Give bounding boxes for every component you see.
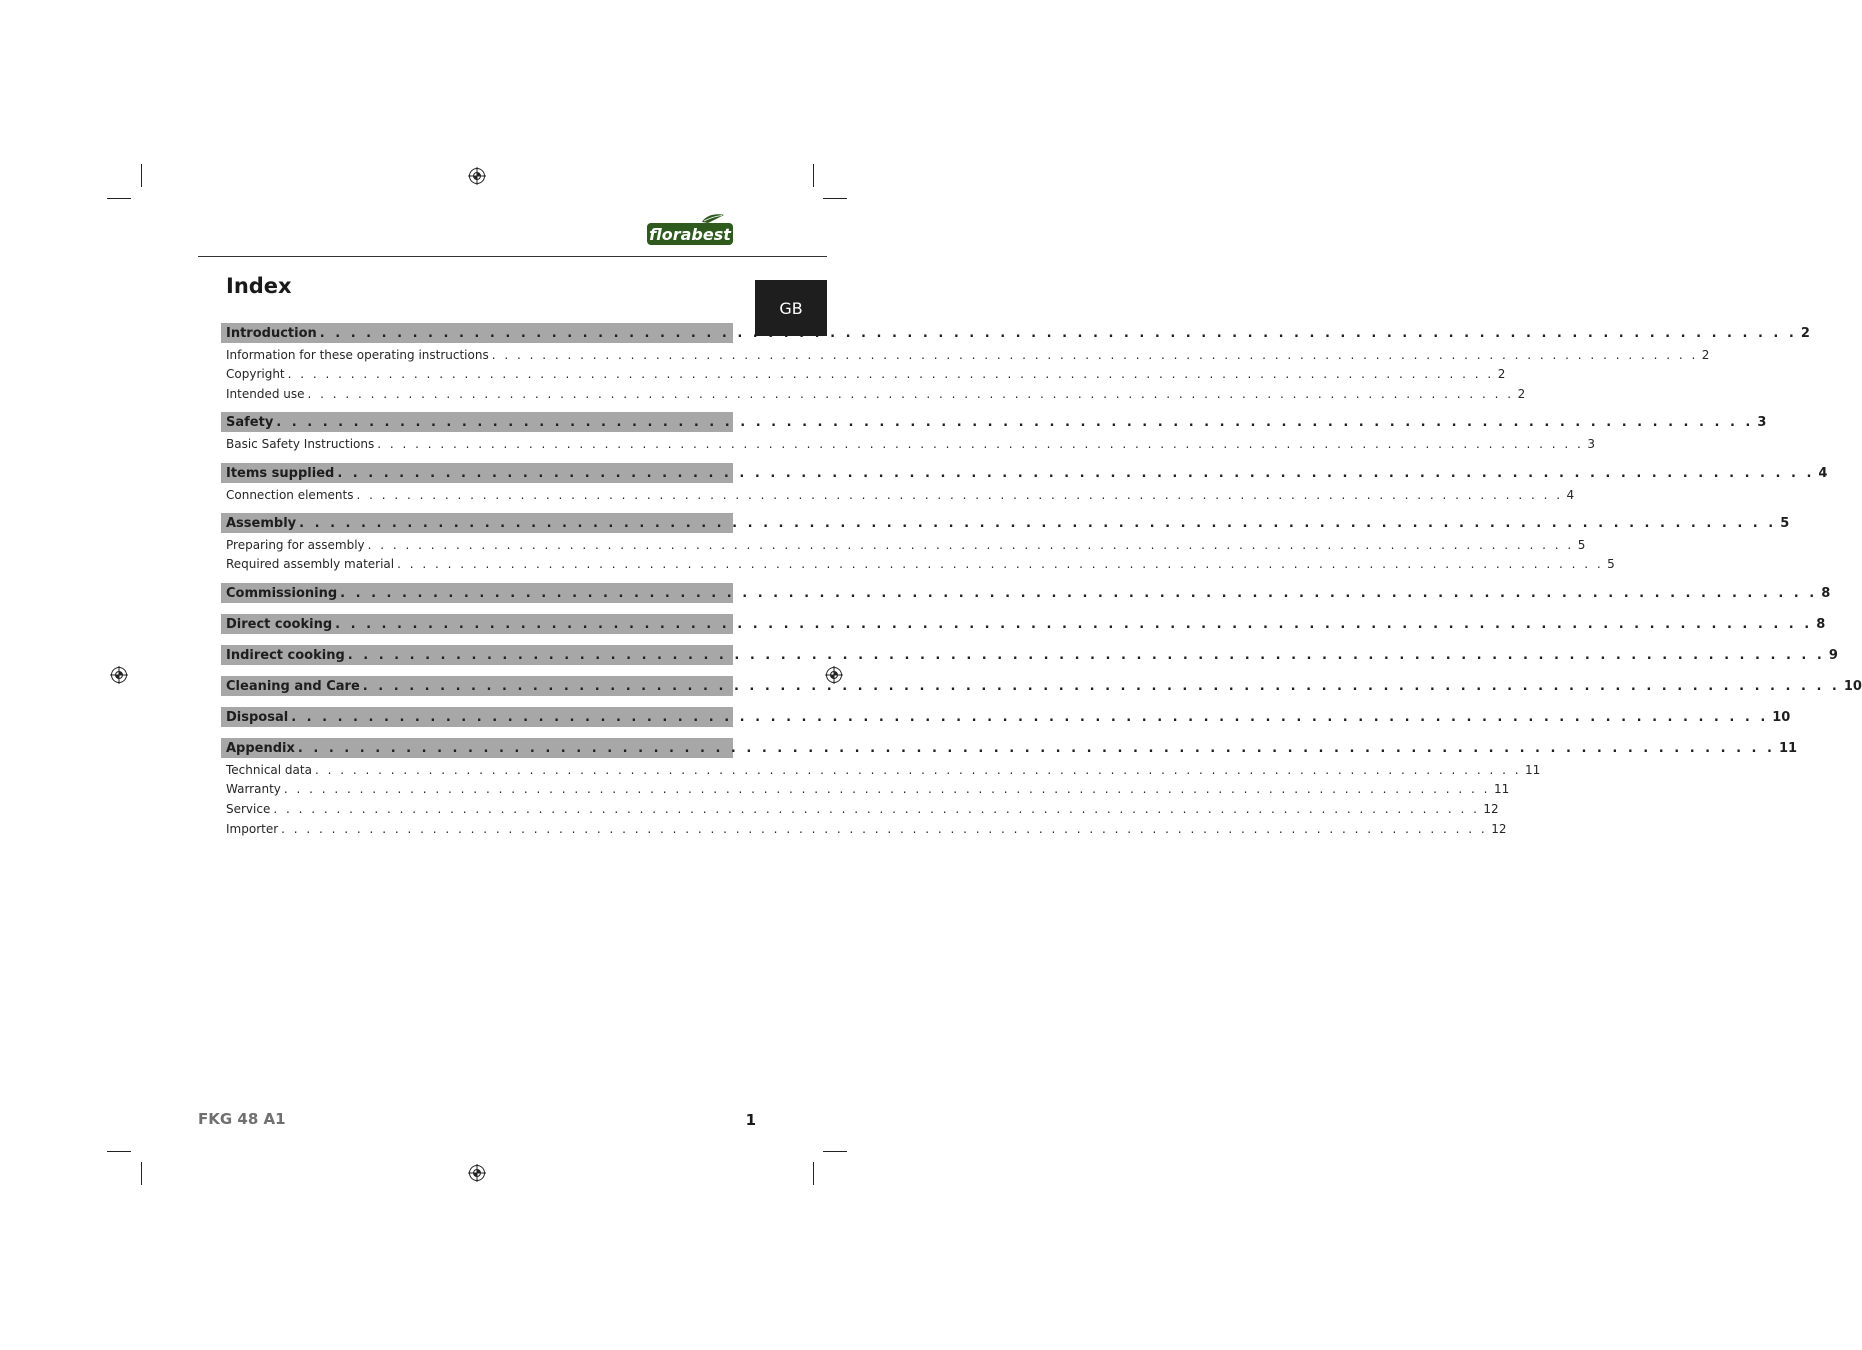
dot-leader: . . . . . . . . . . . . . . . . . . . . . . . . . . . . . . . . . . . . . . . . . . . . . . . . . . . . . . . . . . . . . . . . . . . . . . . . . . . . . . . . . . . . . . . . . . . . . . . .	[356, 487, 1563, 502]
toc-section-page: 10	[1772, 709, 1791, 725]
toc-entry-page: 4	[1566, 487, 1575, 502]
toc-entry[interactable]	[221, 819, 1507, 838]
toc-section-page: 3	[1757, 414, 1767, 430]
crop-mark	[107, 1151, 131, 1152]
crop-mark	[141, 1162, 142, 1185]
dot-leader: . . . . . . . . . . . . . . . . . . . . . . . . . . . . . . . . . . . . . . . . . . . . . . . . . . . . . . . . . . . . . . . . . . . . . . . . . . . . . . . . . . . . . . . . . . . . . . . .	[340, 585, 1818, 601]
toc-section[interactable]	[221, 583, 1831, 603]
toc-entry-page: 3	[1587, 436, 1595, 451]
dot-leader: . . . . . . . . . . . . . . . . . . . . . . . . . . . . . . . . . . . . . . . . . . . . . . . . . . . . . . . . . . . . . . . . . . . . . . . . . . . . . . . . . . . . . . . . . . . . . . . .	[491, 347, 1698, 362]
brand-name: florabest	[649, 225, 731, 244]
page-title: Index	[226, 274, 292, 298]
crop-mark	[141, 164, 142, 187]
toc-section[interactable]	[221, 645, 1838, 665]
toc-entry[interactable]	[221, 434, 1595, 453]
toc-entry[interactable]	[221, 345, 1710, 364]
toc-entry[interactable]	[221, 365, 1506, 384]
toc-section-title: Direct cooking	[226, 616, 333, 632]
dot-leader: . . . . . . . . . . . . . . . . . . . . . . . . . . . . . . . . . . . . . . . . . . . . . . . . . . . . . . . . . . . . . . . . . . . . . . . . . . . . . . . . . . . . . . . . . . . . . . . .	[314, 762, 1522, 777]
toc-section-page: 11	[1778, 740, 1798, 756]
toc-section[interactable]	[221, 676, 1862, 696]
toc-entry[interactable]	[221, 760, 1541, 779]
toc-entry[interactable]	[221, 780, 1510, 799]
toc-entry-title: Information for these operating instructions	[226, 347, 489, 362]
page-number: 1	[745, 1111, 756, 1129]
toc-section-title: Commissioning	[226, 585, 338, 601]
toc-entry-title: Preparing for assembly	[226, 537, 365, 552]
toc-entry-page: 2	[1497, 367, 1506, 382]
dot-leader: . . . . . . . . . . . . . . . . . . . . . . . . . . . . . . . . . . . . . . . . . . . . . . . . . . . . . . . . . . . . . . . . . . . . . . . . . . . . . . . . . . . . . . . . . . . . . . . .	[337, 465, 1815, 481]
registration-mark-icon	[468, 167, 486, 185]
toc-entry-title: Copyright	[226, 367, 285, 382]
toc-entry-page: 11	[1493, 782, 1510, 797]
toc-entry[interactable]	[221, 535, 1586, 554]
dot-leader: . . . . . . . . . . . . . . . . . . . . . . . . . . . . . . . . . . . . . . . . . . . . . . . . . . . . . . . . . . . . . . . . . . . . . . . . . . . . . . . . . . . . . . . . . . . . . . . .	[291, 709, 1769, 725]
toc-entry-page: 5	[1607, 557, 1615, 572]
toc-entry[interactable]	[221, 799, 1499, 818]
dot-leader: . . . . . . . . . . . . . . . . . . . . . . . . . . . . . . . . . . . . . . . . . . . . . . . . . . . . . . . . . . . . . . . . . . . . . . . . . . . . . . . . . . . . . . . . . . . . . . . .	[397, 557, 1604, 572]
dot-leader: . . . . . . . . . . . . . . . . . . . . . . . . . . . . . . . . . . . . . . . . . . . . . . . . . . . . . . . . . . . . . . . . . . . . . . . . . . . . . . . . . . . . . . . . . . . . . . . .	[307, 386, 1514, 401]
toc-section-page: 2	[1800, 325, 1810, 341]
dot-leader: . . . . . . . . . . . . . . . . . . . . . . . . . . . . . . . . . . . . . . . . . . . . . . . . . . . . . . . . . . . . . . . . . . . . . . . . . . . . . . . . . . . . . . . . . . . . . . . .	[347, 647, 1825, 663]
toc-section-title: Appendix	[226, 740, 295, 756]
toc-section[interactable]	[221, 707, 1791, 727]
dot-leader: . . . . . . . . . . . . . . . . . . . . . . . . . . . . . . . . . . . . . . . . . . . . . . . . . . . . . . . . . . . . . . . . . . . . . . . . . . . . . . . . . . . . . . . . . . . . . . . .	[299, 515, 1777, 531]
crop-mark	[823, 1151, 847, 1152]
toc-entry-page: 12	[1483, 801, 1499, 816]
toc-entry[interactable]	[221, 384, 1526, 403]
model-number: FKG 48 A1	[198, 1110, 286, 1128]
toc-section-page: 8	[1821, 585, 1831, 601]
toc-entry-page: 2	[1701, 347, 1710, 362]
toc-entry-title: Importer	[226, 821, 279, 836]
dot-leader: . . . . . . . . . . . . . . . . . . . . . . . . . . . . . . . . . . . . . . . . . . . . . . . . . . . . . . . . . . . . . . . . . . . . . . . . . . . . . . . . . . . . . . . . . . . . . . . .	[367, 537, 1574, 552]
dot-leader: . . . . . . . . . . . . . . . . . . . . . . . . . . . . . . . . . . . . . . . . . . . . . . . . . . . . . . . . . . . . . . . . . . . . . . . . . . . . . . . . . . . . . . . . . . . . . . . .	[335, 616, 1813, 632]
toc-entry-page: 5	[1577, 537, 1586, 552]
dot-leader: . . . . . . . . . . . . . . . . . . . . . . . . . . . . . . . . . . . . . . . . . . . . . . . . . . . . . . . . . . . . . . . . . . . . . . . . . . . . . . . . . . . . . . . . . . . . . . . .	[377, 436, 1584, 451]
toc-entry-title: Service	[226, 801, 271, 816]
toc-entry-title: Connection elements	[226, 487, 354, 502]
toc-section-page: 8	[1816, 616, 1826, 632]
toc-section-title: Disposal	[226, 709, 289, 725]
dot-leader: . . . . . . . . . . . . . . . . . . . . . . . . . . . . . . . . . . . . . . . . . . . . . . . . . . . . . . . . . . . . . . . . . . . . . . . . . . . . . . . . . . . . . . . . . . . . . . . .	[276, 414, 1754, 430]
toc-entry-page: 11	[1525, 762, 1541, 777]
dot-leader: . . . . . . . . . . . . . . . . . . . . . . . . . . . . . . . . . . . . . . . . . . . . . . . . . . . . . . . . . . . . . . . . . . . . . . . . . . . . . . . . . . . . . . . . . . . . . . . .	[297, 740, 1775, 756]
toc-entry[interactable]	[221, 485, 1575, 504]
toc-entry-page: 12	[1491, 821, 1507, 836]
toc-section[interactable]	[221, 614, 1826, 634]
toc-entry-title: Basic Safety Instructions	[226, 436, 375, 451]
toc-entry-title: Required assembly material	[226, 557, 395, 572]
toc-section-title: Assembly	[226, 515, 297, 531]
toc-entry-title: Technical data	[226, 762, 312, 777]
toc-section-title: Cleaning and Care	[226, 678, 360, 694]
registration-mark-icon	[110, 666, 128, 684]
crop-mark	[107, 198, 131, 199]
toc-section[interactable]	[221, 738, 1798, 758]
toc-section-page: 5	[1780, 515, 1790, 531]
toc-section-title: Introduction	[226, 325, 317, 341]
toc-section[interactable]	[221, 463, 1828, 483]
dot-leader: . . . . . . . . . . . . . . . . . . . . . . . . . . . . . . . . . . . . . . . . . . . . . . . . . . . . . . . . . . . . . . . . . . . . . . . . . . . . . . . . . . . . . . . . . . . . . . . .	[287, 367, 1494, 382]
brand-logo	[646, 212, 734, 248]
dot-leader: . . . . . . . . . . . . . . . . . . . . . . . . . . . . . . . . . . . . . . . . . . . . . . . . . . . . . . . . . . . . . . . . . . . . . . . . . . . . . . . . . . . . . . . . . . . . . . . .	[273, 801, 1480, 816]
dot-leader: . . . . . . . . . . . . . . . . . . . . . . . . . . . . . . . . . . . . . . . . . . . . . . . . . . . . . . . . . . . . . . . . . . . . . . . . . . . . . . . . . . . . . . . . . . . . . . . .	[283, 782, 1490, 797]
crop-mark	[813, 1162, 814, 1185]
toc-section[interactable]	[221, 513, 1790, 533]
registration-mark-icon	[468, 1164, 486, 1182]
toc-section-title: Safety	[226, 414, 274, 430]
dot-leader: . . . . . . . . . . . . . . . . . . . . . . . . . . . . . . . . . . . . . . . . . . . . . . . . . . . . . . . . . . . . . . . . . . . . . . . . . . . . . . . . . . . . . . . . . . . . . . . .	[281, 821, 1488, 836]
crop-mark	[823, 198, 847, 199]
dot-leader: . . . . . . . . . . . . . . . . . . . . . . . . . . . . . . . . . . . . . . . . . . . . . . . . . . . . . . . . . . . . . . . . . . . . . . . . . . . . . . . . . . . . . . . . . . . . . . . .	[362, 678, 1840, 694]
toc-section-title: Items supplied	[226, 465, 335, 481]
header-rule	[198, 256, 827, 257]
toc-section-page: 9	[1828, 647, 1838, 663]
toc-entry-title: Intended use	[226, 386, 305, 401]
crop-mark	[813, 164, 814, 187]
toc-entry-title: Warranty	[226, 782, 281, 797]
toc-section-page: 4	[1818, 465, 1828, 481]
toc-entry[interactable]	[221, 555, 1615, 574]
toc-section-title: Indirect cooking	[226, 647, 345, 663]
dot-leader: . . . . . . . . . . . . . . . . . . . . . . . . . . . . . . . . . . . . . . . . . . . . . . . . . . . . . . . . . . . . . . . . . . . . . . . . . . . . . . . . . . . . . . . . . . . . . . . .	[319, 325, 1797, 341]
toc-section-page: 10	[1843, 678, 1862, 694]
toc-section[interactable]	[221, 323, 1810, 343]
toc-section[interactable]	[221, 412, 1767, 432]
language-tab: GB	[755, 280, 827, 336]
toc-entry-page: 2	[1517, 386, 1526, 401]
